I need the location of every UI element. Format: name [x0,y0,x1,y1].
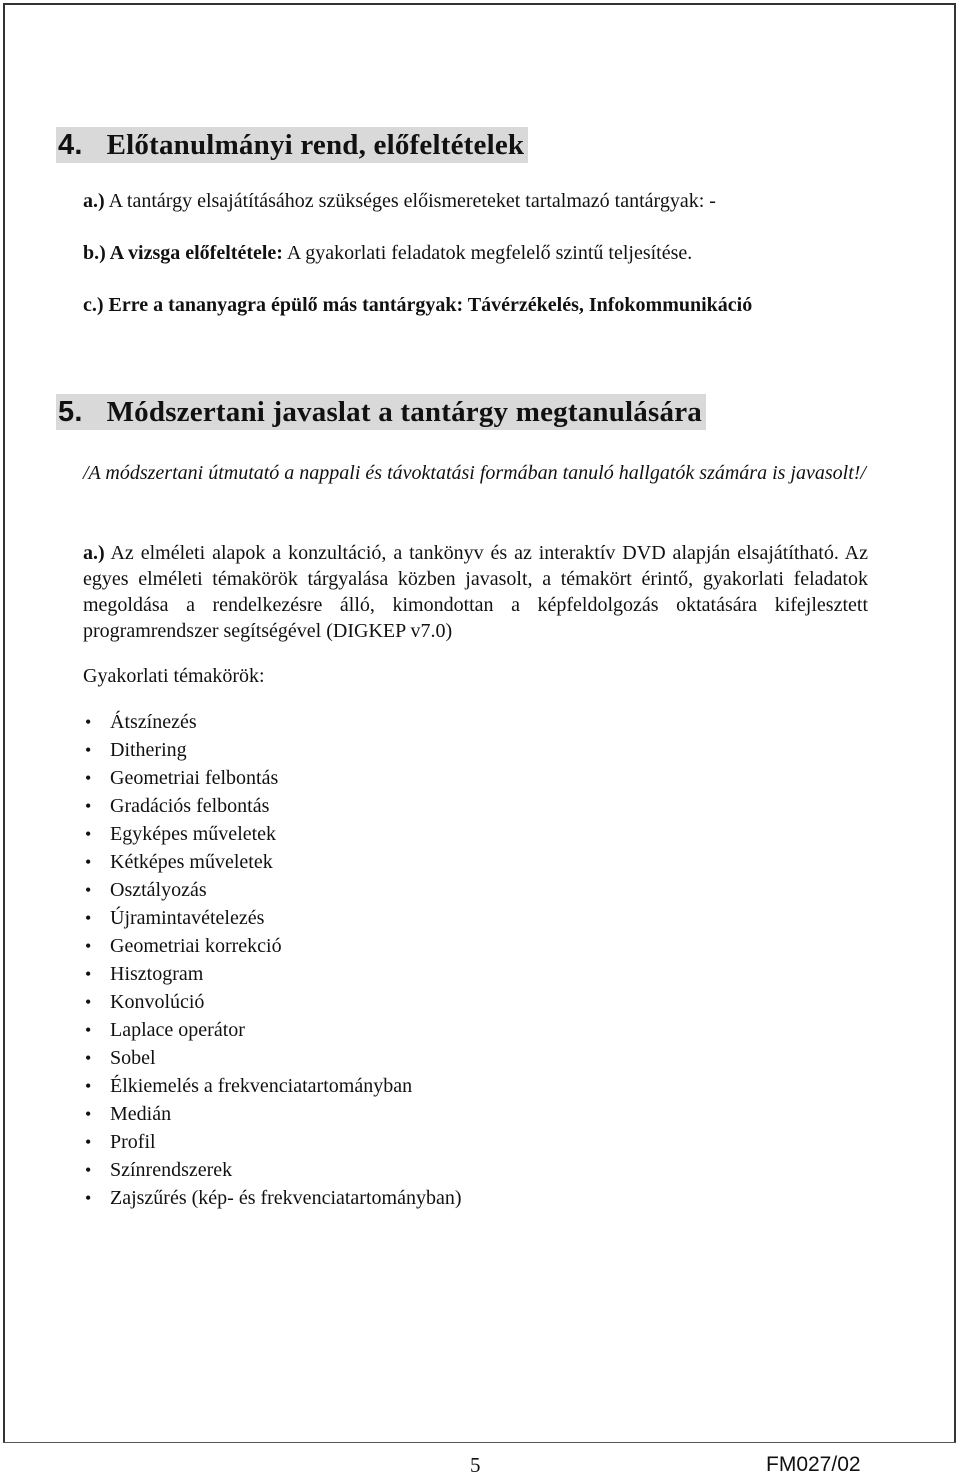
topic-list-item [83,877,462,905]
topic-label: Gradációs felbontás [110,795,270,817]
item-b-bold-text: A vizsga előfeltétele: [105,242,283,264]
bullet-icon: • [85,712,92,732]
bullet-icon: • [85,740,92,760]
section-4-item-c [83,292,752,318]
topic-list-item [83,1129,462,1157]
topic-label: Zajszűrés (kép- és frekvenciatartományban) [110,1187,462,1209]
topic-label: Geometriai korrekció [110,935,282,957]
bullet-icon: • [85,768,92,788]
topic-list-item [83,1073,462,1101]
bullet-icon: • [85,1188,92,1208]
item-a-label: a.) [83,190,105,212]
topic-label: Konvolúció [110,991,205,1013]
topic-label: Dithering [110,739,187,761]
section-5-heading [56,394,706,430]
item-b-text: A gyakorlati feladatok megfelelő szintű teljesítése. [282,242,693,264]
bullet-icon: • [85,1104,92,1124]
item-c-label: c.) [83,294,104,316]
bullet-icon: • [85,964,92,984]
section-5-title: Módszertani javaslat a tantárgy megtanulására [106,396,702,428]
topic-list-item [83,1017,462,1045]
topic-list-item [83,905,462,933]
topic-label: Hisztogram [110,963,204,985]
bullet-icon: • [85,1048,92,1068]
topic-label: Élkiemelés a frekvenciatartományban [110,1075,413,1097]
page-border-left [3,3,5,1443]
bullet-icon: • [85,796,92,816]
topic-list-item [83,961,462,989]
page-border-top [3,3,955,8]
bullet-icon: • [85,936,92,956]
topic-label: Sobel [110,1047,156,1069]
topic-label: Medián [110,1103,172,1125]
section-5-a-label: a.) [83,542,105,564]
topic-list-item [83,1157,462,1185]
topic-label: Színrendszerek [110,1159,233,1181]
section-4-item-a [83,188,716,214]
topic-label: Kétképes műveletek [110,851,273,873]
section-5-item-a [83,540,868,644]
topic-label: Átszínezés [110,711,197,733]
bullet-icon: • [85,908,92,928]
item-b-label: b.) [83,242,106,264]
bullet-icon: • [85,1020,92,1040]
bullet-icon: • [85,1160,92,1180]
topic-label: Újramintavételezés [110,907,265,929]
bullet-icon: • [85,1132,92,1152]
practical-topics-list [83,709,462,1213]
topic-list-item [83,737,462,765]
topic-list-item [83,793,462,821]
section-5-a-text: Az elméleti alapok a konzultáció, a tankönyv és az interaktív DVD alapján elsajátítható. Az egyes elméleti témakörök tárgyalása közben javasolt, a témakört érintő, gyakorlati feladatok megoldása a rendelkezésre álló, kimondottan a képfeldolgozás oktatására kifejlesztett programrendszer segítségével (DIGKEP v7.0) [83,542,868,642]
topic-list-item [83,1185,462,1213]
topic-label: Profil [110,1131,156,1153]
section-5-number: 5. [58,396,83,428]
topic-list-item [83,765,462,793]
topic-label: Osztályozás [110,879,207,901]
topic-list-item [83,821,462,849]
bullet-icon: • [85,880,92,900]
topic-list-item [83,933,462,961]
topic-list-item [83,989,462,1017]
section-4-item-b [83,240,692,266]
topic-list-item [83,1045,462,1073]
topic-list-item [83,1101,462,1129]
topic-list-item [83,849,462,877]
topic-label: Laplace operátor [110,1019,245,1041]
footer-divider [3,1442,956,1443]
bullet-icon: • [85,852,92,872]
methodology-note: /A módszertani útmutató a nappali és távoktatási formában tanuló hallgatók számára is javasolt!/ [83,462,866,484]
section-4-heading [56,127,528,163]
topic-label: Geometriai felbontás [110,767,279,789]
page-number: 5 [470,1453,481,1477]
document-code: FM027/02 [766,1453,861,1476]
bullet-icon: • [85,1076,92,1096]
bullet-icon: • [85,824,92,844]
practical-topics-heading: Gyakorlati témakörök: [83,665,265,687]
section-4-title: Előtanulmányi rend, előfeltételek [106,129,525,161]
page-border-right [954,3,956,1443]
topic-list-item [83,709,462,737]
item-c-text: Erre a tananyagra épülő más tantárgyak: Távérzékelés, Infokommunikáció [103,294,753,316]
topic-label: Egyképes műveletek [110,823,277,845]
section-4-number: 4. [58,129,83,161]
bullet-icon: • [85,992,92,1012]
item-a-text: A tantárgy elsajátításához szükséges előismereteket tartalmazó tantárgyak: - [104,190,716,212]
